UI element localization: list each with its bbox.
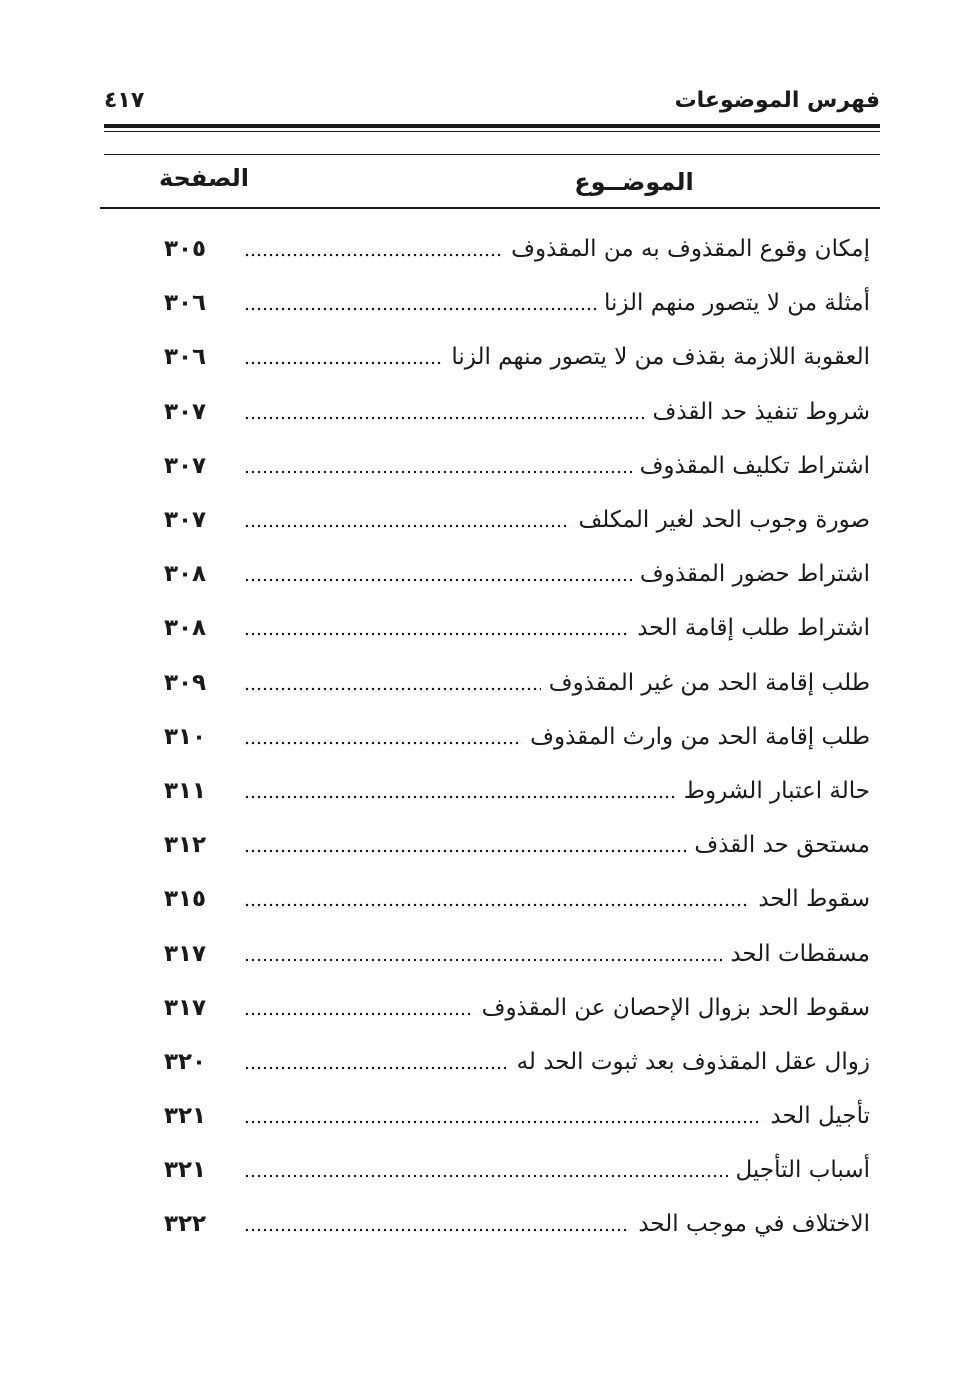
toc-entry-title: تأجيل الحد (770, 1103, 870, 1130)
toc-entry-page: ٣٠٥ (163, 236, 207, 263)
toc-entry (140, 872, 870, 926)
toc-entry (140, 656, 870, 710)
dot-leader (244, 849, 686, 853)
toc-entry-title: أسباب التأجيل (735, 1157, 870, 1184)
dot-leader (244, 903, 750, 907)
toc-entry-page: ٣١٧ (163, 940, 207, 967)
toc-entry-page: ٣٠٧ (163, 452, 207, 479)
toc-entry-title: مستحق حد القذف (694, 832, 870, 859)
header-rule-thick (104, 124, 880, 128)
toc-entry-title: حالة اعتبار الشروط (683, 777, 870, 804)
toc-entry-title: اشتراط طلب إقامة الحد (637, 615, 870, 642)
toc-entry-page: ٣١٧ (163, 994, 207, 1021)
toc-entry (140, 981, 870, 1035)
dot-leader (244, 524, 570, 528)
toc-entry-page: ٣٠٦ (163, 344, 207, 371)
toc-entry-page: ٣١٠ (163, 723, 207, 750)
toc-entry-page: ٣٢٠ (163, 1048, 207, 1075)
column-headings (104, 164, 880, 204)
dot-leader (244, 416, 644, 420)
toc-entry (140, 276, 870, 330)
column-heading-page: الصفحة (158, 164, 249, 192)
toc-entry-title: الاختلاف في موجب الحد (638, 1211, 870, 1238)
toc-entry (140, 818, 870, 872)
toc-entry-title: العقوبة اللازمة بقذف من لا يتصور منهم الزنا (451, 344, 870, 371)
dot-leader (244, 578, 632, 582)
dot-leader (244, 253, 503, 257)
toc-entry-title: مسقطات الحد (730, 940, 870, 967)
toc-entry-title: اشتراط تكليف المقذوف (639, 452, 870, 479)
toc-entry (140, 493, 870, 547)
toc-entry-page: ٣٠٦ (163, 290, 207, 317)
toc-entry-page: ٣١٥ (163, 886, 207, 913)
toc-entry-page: ٣٢٢ (163, 1211, 207, 1238)
toc-entry-page: ٣٠٨ (163, 615, 207, 642)
toc-entry (140, 710, 870, 764)
dot-leader (244, 1120, 762, 1124)
header-rule-thin (104, 131, 880, 132)
toc-entry-title: زوال عقل المقذوف بعد ثبوت الحد له (516, 1048, 870, 1075)
dot-leader (244, 795, 676, 799)
dot-leader (244, 632, 629, 636)
toc-entry-title: أمثلة من لا يتصور منهم الزنا (603, 290, 870, 317)
toc-entry (140, 385, 870, 439)
toc-entry-page: ٣٠٩ (163, 669, 207, 696)
toc-entry-title: شروط تنفيذ حد القذف (652, 398, 870, 425)
toc-entry-page: ٣١١ (163, 777, 207, 804)
dot-leader (244, 741, 522, 745)
toc-entry-page: ٣٠٨ (163, 561, 207, 588)
toc-entry-title: اشتراط حضور المقذوف (639, 561, 870, 588)
dot-leader (244, 307, 596, 311)
toc-entry-title: سقوط الحد (758, 886, 870, 913)
dot-leader (244, 470, 632, 474)
toc-entry-title: سقوط الحد بزوال الإحصان عن المقذوف (481, 994, 870, 1021)
column-headings-rule (100, 207, 880, 209)
page-number: ٤١٧ (104, 88, 145, 113)
toc-entry (140, 926, 870, 980)
toc-entry (140, 601, 870, 655)
dot-leader (244, 1066, 509, 1070)
toc-entry (140, 330, 870, 384)
toc-entry (140, 1089, 870, 1143)
toc-entry-page: ٣٠٧ (163, 398, 207, 425)
toc-entry-page: ٣٠٧ (163, 507, 207, 534)
toc-entry (140, 439, 870, 493)
toc-entry-page: ٣٢١ (163, 1157, 207, 1184)
dot-leader (244, 1228, 630, 1232)
running-header (104, 88, 880, 122)
running-title: فهرس الموضوعات (674, 88, 880, 113)
dot-leader (244, 361, 443, 365)
toc-entry (140, 1143, 870, 1197)
toc-entry-page: ٣٢١ (163, 1103, 207, 1130)
dot-leader (244, 958, 722, 962)
toc-entry-title: صورة وجوب الحد لغير المكلف (578, 507, 870, 534)
toc-entry (140, 1035, 870, 1089)
toc-entry (140, 222, 870, 276)
toc-entry-title: طلب إقامة الحد من غير المقذوف (548, 669, 870, 696)
toc-entry-title: إمكان وقوع المقذوف به من المقذوف (511, 236, 870, 263)
dot-leader (244, 687, 541, 691)
table-top-rule (104, 154, 880, 155)
toc-entry-page: ٣١٢ (163, 832, 207, 859)
toc-list (140, 222, 870, 1252)
dot-leader (244, 1174, 728, 1178)
toc-entry (140, 1197, 870, 1251)
toc-entry (140, 764, 870, 818)
toc-entry-title: طلب إقامة الحد من وارث المقذوف (530, 723, 870, 750)
toc-entry (140, 547, 870, 601)
dot-leader (244, 1012, 474, 1016)
column-heading-topic: الموضــوع (574, 168, 694, 196)
